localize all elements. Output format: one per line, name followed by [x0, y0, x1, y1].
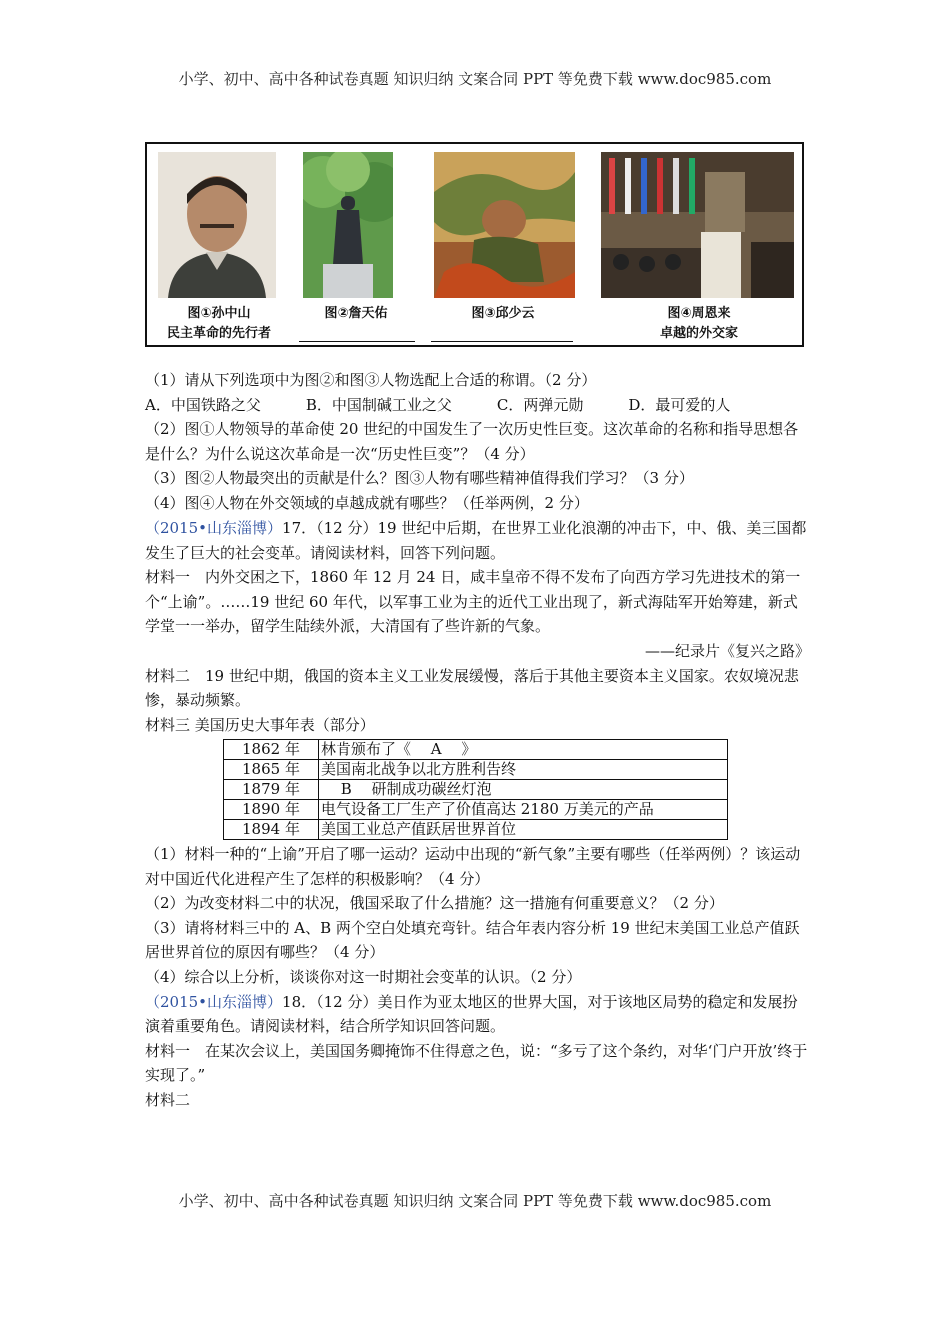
table-row: [224, 820, 728, 840]
statue-photo-2: [303, 152, 393, 298]
q17-material-1-source: ——纪录片《复兴之路》: [644, 641, 810, 660]
q16-part-1: （1）请从下列选项中为图②和图③人物选配上合适的称谓。（2 分）: [145, 371, 597, 389]
q17-part-4: （4）综合以上分析，谈谈你对这一时期社会变革的认识。（2 分）: [145, 967, 582, 986]
table-row: [224, 800, 728, 820]
q17-source: （2015•山东淄博）: [145, 519, 283, 537]
table-year: 1894 年: [224, 820, 319, 840]
q17-material-1: 材料一 内外交困之下，1860 年 12 月 24 日，咸丰皇帝不得不发布了向西方学习先进技术的第一个“上谕”。……19 世纪 60 年代，以军事工业为主的近代工业出现了，新式海陆军开始筹建，新式学堂一一举办，留学生陆续外派，大清国有了些许新的气象。: [145, 568, 801, 636]
q17-material-3-title: 材料三 美国历史大事年表（部分）: [145, 715, 375, 734]
table-event: 电气设备工厂生产了价值高达 2180 万美元的产品: [319, 800, 728, 820]
painting-photo-3: [434, 152, 575, 298]
q18-stem-line: [145, 990, 810, 1039]
table-row: [224, 780, 728, 800]
q17-part-1: （1）材料一种的“上谕”开启了哪一运动？运动中出现的“新气象”主要有哪些（任举两例）？该运动对中国近代化进程产生了怎样的积极影响？（4 分）: [145, 845, 801, 888]
q17-part-2: （2）为改变材料二中的状况，俄国采取了什么措施？这一措施有何重要意义？（2 分）: [145, 894, 724, 913]
q18-material-1: 材料一 在某次会议上，美国国务卿掩饰不住得意之色，说：“多亏了这个条约，对华‘门户开放’终于实现了。”: [145, 1041, 808, 1085]
us-history-timeline-table: [223, 739, 728, 840]
table-event: 美国南北战争以北方胜利告终: [319, 760, 728, 780]
table-row: [224, 760, 728, 780]
question-17-block: [145, 516, 810, 737]
figure-caption-3: 图③邱少云: [471, 306, 535, 321]
q18-stem: 18．（12 分）美日作为亚太地区的世界大国，对于该地区局势的稳定和发展扮演着重要角色。请阅读材料，结合所学知识回答问题。: [145, 992, 798, 1036]
portrait-photo-1: [158, 152, 276, 298]
q17-stem: 17．（12 分）19 世纪中后期，在世界工业化浪潮的冲击下，中、俄、美三国都发生了巨大的社会变革。请阅读材料，回答下列问题。: [145, 519, 807, 562]
q16-part-4: （4）图④人物在外交领域的卓越成就有哪些？（任举两例，2 分）: [145, 493, 589, 512]
page-footer: 小学、初中、高中各种试卷真题 知识归纳 文案合同 PPT 等免费下载 www.doc985.com: [178, 1192, 772, 1210]
q17-part-3: （3）请将材料三中的 A、B 两个空白处填充弯针。结合年表内容分析 19 世纪末美国工业总产值跃居世界首位的原因有哪些？（4 分）: [145, 918, 800, 962]
q17-material-2: 材料二 19 世纪中期，俄国的资本主义工业发展缓慢，落后于其他主要资本主义国家。农奴境况悲惨，暴动频繁。: [145, 666, 799, 710]
answer-blank-2[interactable]: [299, 341, 415, 342]
table-event: B 研制成功碳丝灯泡: [319, 780, 728, 800]
q16-part-2: （2）图①人物领导的革命使 20 世纪的中国发生了一次历史性巨变。这次革命的名称和指导思想各是什么？为什么说这次革命是一次“历史性巨变”？（4 分）: [145, 420, 799, 463]
answer-blank-3[interactable]: [431, 341, 573, 342]
table-year: 1862 年: [224, 740, 319, 760]
q18-material-2: 材料二: [145, 1090, 191, 1109]
q17-stem-line: [145, 516, 810, 565]
conference-photo-4: [601, 152, 794, 298]
table-year: 1890 年: [224, 800, 319, 820]
figure-caption-1: 图①孙中山 民主革命的先行者: [166, 306, 271, 341]
table-year: 1865 年: [224, 760, 319, 780]
page-header: 小学、初中、高中各种试卷真题 知识归纳 文案合同 PPT 等免费下载 www.doc985.com: [178, 70, 772, 88]
q18-source: （2015•山东淄博）: [145, 992, 283, 1011]
figure-panel: [145, 142, 804, 347]
q16-part-3: （3）图②人物最突出的贡献是什么？图③人物有哪些精神值得我们学习？（3 分）: [145, 469, 694, 488]
question-16-block: [145, 368, 810, 516]
table-row: [224, 740, 728, 760]
table-year: 1879 年: [224, 780, 319, 800]
figure-caption-4: 图④周恩来 卓越的外交家: [659, 306, 738, 341]
table-event: 林肯颁布了《 A 》: [319, 740, 728, 760]
question-17-parts: [145, 842, 810, 1113]
q16-options: A．中国铁路之父 B．中国制碱工业之父 C．两弹元勋 D．最可爱的人: [145, 395, 731, 414]
figure-caption-2: 图②詹天佑: [324, 306, 388, 321]
table-event: 美国工业总产值跃居世界首位: [319, 820, 728, 840]
